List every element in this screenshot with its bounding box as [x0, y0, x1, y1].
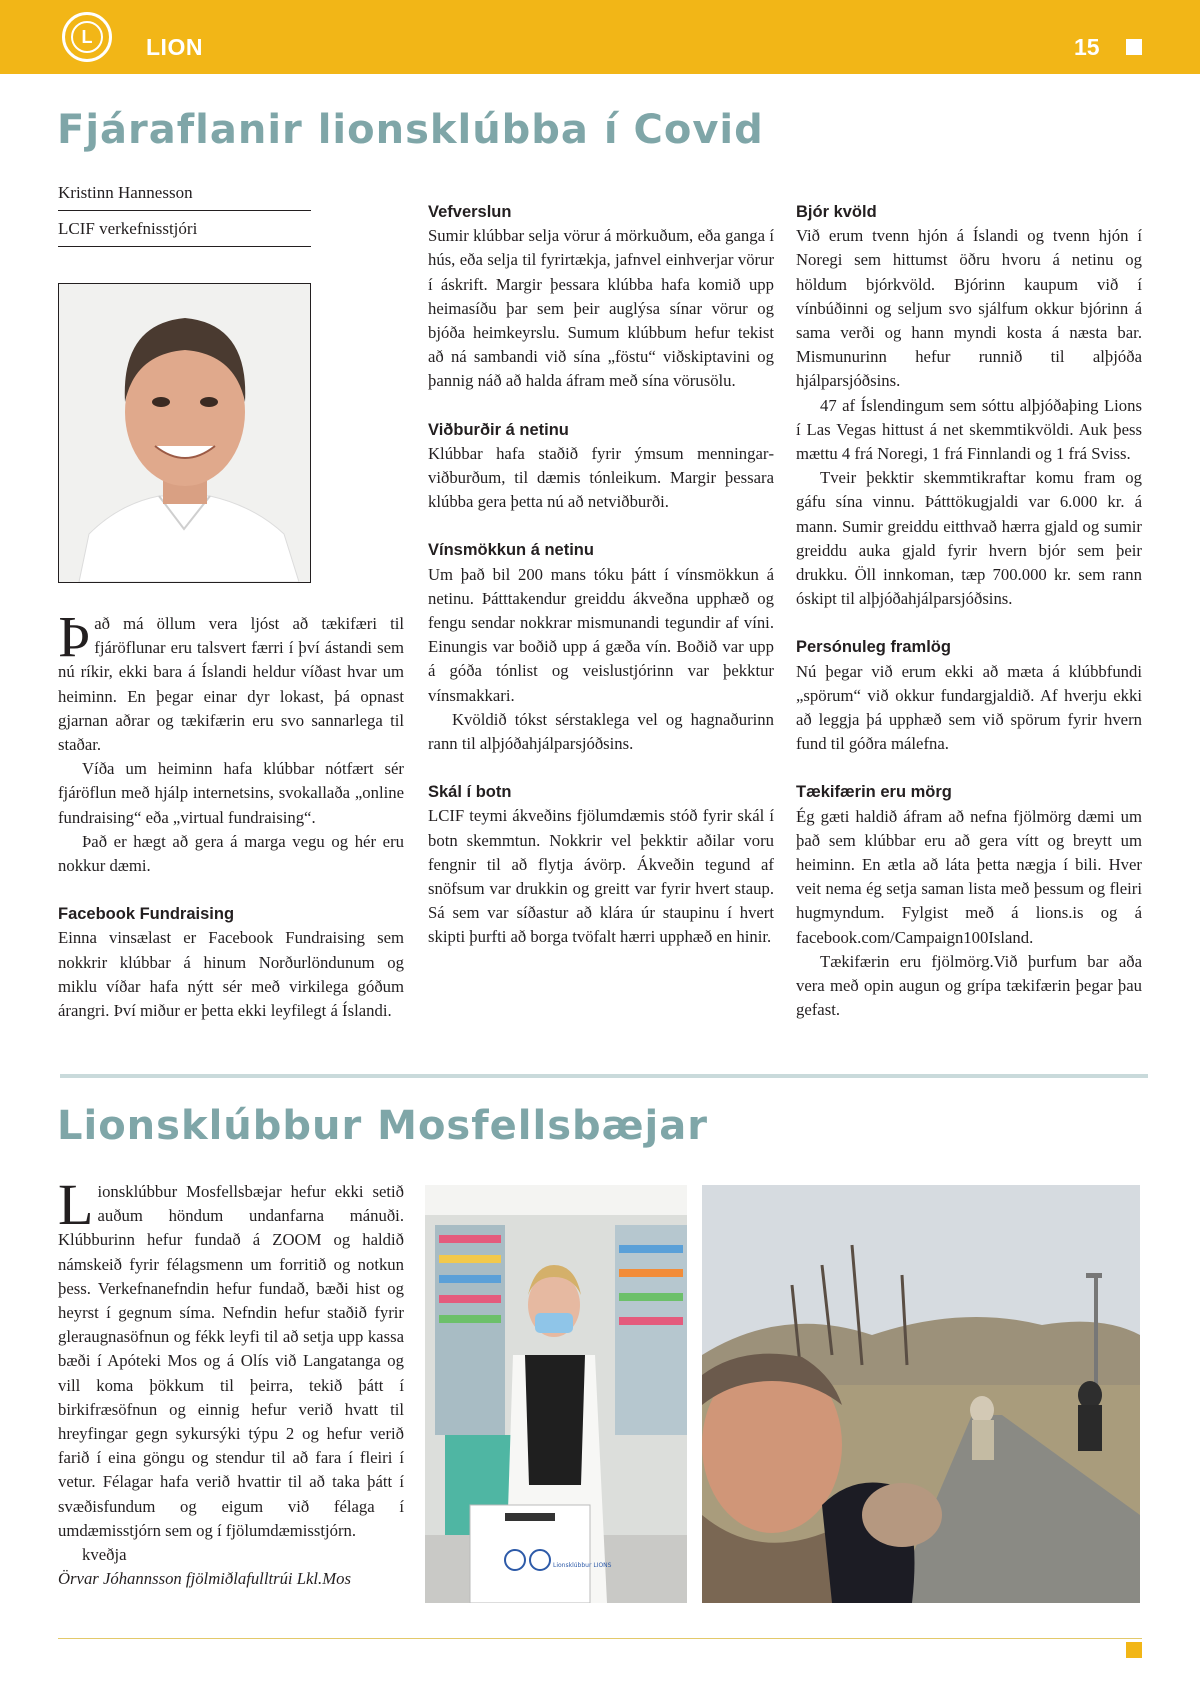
magazine-name: LION — [146, 34, 203, 60]
article2-dropcap: L — [58, 1172, 94, 1237]
page-marker-icon — [1126, 39, 1142, 55]
framlog-text: Nú þegar við erum ekki að mæta á klúbbfundi „spörum“ við okkur fundargjaldið. Af hverju ekki að leggja þá upphæð sem við spörum fyrir hvern fund til góðra málefna. — [796, 661, 1142, 754]
author-role: LCIF verkefnisstjóri — [58, 212, 311, 247]
signature-text: Örvar Jóhannsson fjölmiðlafulltrúi Lkl.Mos — [58, 1569, 351, 1589]
section-divider — [60, 1074, 1148, 1078]
vinsmokkun-text: Um það bil 200 mans tóku þátt í vínsmökkun á netinu. Þátttakendur greiddu ákveðna upphæð og fengu sendar nokkrar mismunandi tegundir af víni. Einungis var boðið upp á gæða vín. Boðið var upp á góða tónlist og veislustjórinn var þekktur vínsmakkari. — [428, 564, 774, 705]
framlog-heading: Persónuleg framlög — [796, 638, 951, 657]
article2-text: ionsklúbbur Mosfellsbæjar hefur ekki setið auðum höndum undanfarna mánuði. Klúbburinn hefur fundað á ZOOM og haldið námskeið fyrir félagsmenn um forritið og notkun þess. Verkefnanefndin hefur fundað, bæði hist og heyrst í gegnum síma. Nefndin hefur staðið fyrir gleraugnasöfnun og fékk leyfi til að setja upp kassa bæði í Apóteki Mos og á Olís við Langatanga og vill koma þökkum til þeirra, tekið þátt í birkifræsöfnun og einnig hefur verið hvatt til hreyfingar gegn sykursýki týpu 2 og hefur verið farið í eina göngu og stendur til að fara í fleiri í vetur. Félagar hafa verið hvattir til að taka þátt í svæðisfundum og eigum við félaga í umdæmisstjórn sem og í fjölumdæmisstjórn. — [58, 1182, 404, 1540]
vinsmokkun-heading: Vínsmökkun á netinu — [428, 541, 594, 560]
article1-title: Fjáraflanir lionsklúbba í Covid — [57, 107, 764, 153]
page-header — [0, 0, 1200, 74]
intro-paragraph-3: Það er hægt að gera á marga vegu og hér eru nokkur dæmi. — [58, 831, 404, 876]
article2-title: Lionsklúbbur Mosfellsbæjar — [57, 1103, 708, 1149]
skal-heading: Skál í botn — [428, 783, 512, 802]
walking-selfie-photo — [702, 1185, 1140, 1603]
bjor-heading: Bjór kvöld — [796, 203, 877, 221]
closing-text: kveðja — [82, 1545, 127, 1565]
vefverslun-heading: Vefverslun — [428, 203, 512, 221]
intro-paragraph — [58, 604, 404, 757]
page-number: 15 — [1074, 34, 1100, 60]
vidburdir-text: Klúbbar hafa staðið fyrir ýmsum menningarviðburðum, til dæmis tónleikum. Margir þessara klúbba gera þetta nú að netviðburði. — [428, 443, 774, 512]
intro-text: að má öllum vera ljóst að tækifæri til fjáröflunar eru talsvert færri í því ástandi sem nú ríkir, ekki bara á Íslandi heldur víðast hvar um heiminn. En þegar einar dyr lokast, þá opnast gjarnan aðrar og tækifærin eru svo sannarlega til staðar. — [58, 614, 404, 755]
taekifaerin-text: Ég gæti haldið áfram að nefna fjölmörg dæmi um það sem klúbbar eru að gera vítt og breytt um heiminn. En ætla að láta þetta nægja í bili. Hver veit nema ég setja saman lista með þessum og fleiri hugmyndum. Fylgist með á lions.is og á facebook.com/Campaign100Island. — [796, 806, 1142, 947]
vefverslun-text: Sumir klúbbar selja vörur á mörkuðum, eða ganga í hús, eða selja til fyrirtækja, jafnvel einhverjar vörur í áskrift. Margir þessara klúbba hafa komið upp heimasíðu þar sem þeir auglýsa sínar vörur og bjóða heimkeyrslu. Sumum klúbbum hefur tekist að ná sambandi við sína „föstu“ viðskiptavini og þannig náð að halda áfram með sína vörusölu. — [428, 226, 774, 391]
bjor-text-2: 47 af Íslendingum sem sóttu alþjóðaþing Lions í Las Vegas hittust á net skemmtikvöldi. Auk þess mættu 4 frá Noregi, 1 frá Finnlandi og 1 frá Sviss. — [796, 395, 1142, 464]
article1-column-2 — [428, 200, 774, 950]
skal-text: LCIF teymi ákveðins fjölumdæmis stóð fyrir skál í botn skemmtun. Nokkrir vel þekktir aðilar voru fengnir til að flytja ávörp. Ákveðin tegund af snöfsum var drukkin og greitt var fyrir hvert staup. Sá sem var síðastur að klára úr staupinu í hvert skipti þurfti að borga tvöfalt hærri upphæð en hinir. — [428, 806, 774, 947]
author-portrait — [58, 283, 311, 583]
bjor-text-3: Tveir þekktir skemmtikraftar komu fram og gáfu sína vinnu. Þátttökugjaldi var 6.000 kr. á mann. Sumir greiddu eitthvað hærra gjald og sumir greiddu auka gjald fyrir hvern bjór sem þeir drukku. Öll innkoman, tæp 700.000 kr. sem rann óskipt til alþjóðahjálparsjóðsins. — [796, 468, 1142, 609]
bjor-text: Við erum tvenn hjón á Íslandi og tvenn hjón í Noregi sem hittumst öðru hvoru á netinu og höldum bjórkvöld. Bjórinn kaupum við í vínbúðinni og seljum svo sjálfum okkur bjórinn á sama verði og hann myndi kosta á næsta bar. Mismunurinn hefur runnið til alþjóða hjálparsjóðsins. — [796, 226, 1142, 391]
facebook-text: Einna vinsælast er Facebook Fundraising sem nokkrir klúbbar á hinum Norðurlöndunum og miklu víðar hafa nýtt sér með virkilega góðum árangri. Því miður er þetta ekki leyfilegt á Íslandi. — [58, 928, 404, 1021]
facebook-heading: Facebook Fundraising — [58, 905, 235, 924]
logo-letter: L — [71, 21, 103, 53]
taekifaerin-text-2: Tækifærin eru fjölmörg.Við þurfum bar aða vera með opin augun og grípa tækifærin þegar þau gefast. — [796, 951, 1142, 1020]
article2-body — [58, 1172, 404, 1591]
pharmacy-photo-illustration — [425, 1185, 687, 1603]
lions-logo-icon — [62, 12, 112, 62]
footer-marker-icon — [1126, 1642, 1142, 1658]
dropcap-letter: Þ — [58, 604, 91, 669]
vinsmokkun-text-2: Kvöldið tókst sérstaklega vel og hagnaðurinn rann til alþjóðahjálparsjóðsins. — [428, 709, 774, 754]
vidburdir-heading: Viðburðir á netinu — [428, 420, 569, 439]
taekifaerin-heading: Tækifærin eru mörg — [796, 783, 952, 802]
intro-paragraph-2: Víða um heiminn hafa klúbbar nótfært sér fjáröflun með hjálp internetsins, svokallaða „online fundraising“ eða „virtual fundraising“. — [58, 759, 404, 827]
pharmacy-photo — [425, 1185, 687, 1603]
author-name: Kristinn Hannesson — [58, 176, 311, 211]
walking-photo-illustration — [702, 1185, 1140, 1603]
portrait-illustration — [59, 284, 310, 582]
article2-paragraph — [58, 1172, 404, 1543]
footer-rule — [58, 1638, 1142, 1639]
donation-box-label: Lionsklúbbur LIONS — [553, 1562, 612, 1569]
article1-column-3 — [796, 200, 1142, 1023]
article1-column-1 — [58, 604, 404, 1023]
